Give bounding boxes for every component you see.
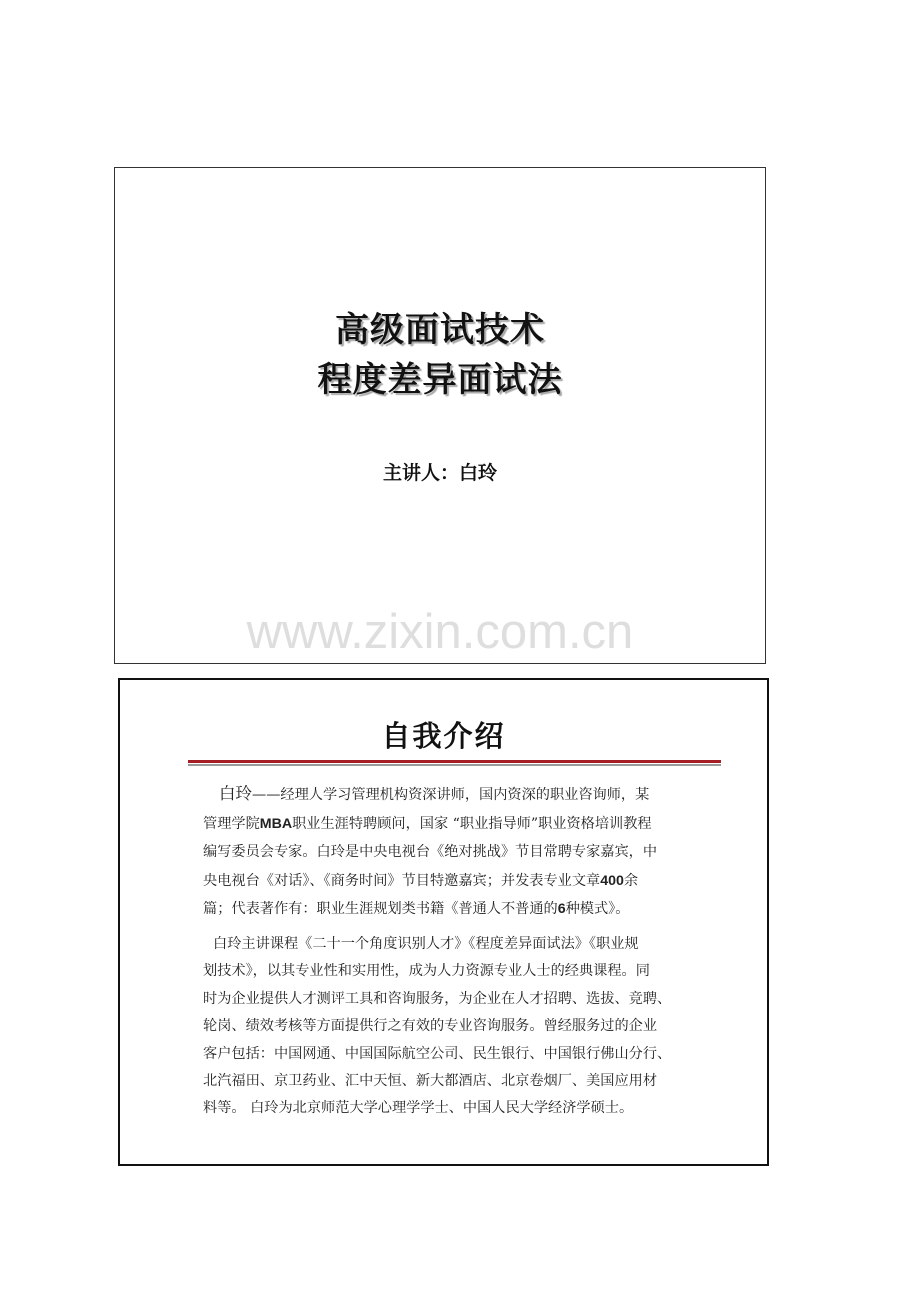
intro-paragraph-2 xyxy=(203,931,743,1123)
paragraph-line xyxy=(203,867,743,896)
presenter-label: 主讲人：白玲 xyxy=(382,462,497,484)
paragraph-line: 料等。 白玲为北京师范大学心理学学士、中国人民大学经济学硕士。 xyxy=(203,1100,634,1117)
line-text: 央电视台《对话》、《商务时间》节目特邀嘉宾；并发表专业文章 xyxy=(203,872,601,889)
line-text: 职业生涯特聘顾问，国家 “职业指导师”职业资格培训教程 xyxy=(292,815,652,832)
paragraph-line xyxy=(203,838,743,867)
title-line-1: 高级面试技术 xyxy=(335,310,545,350)
paragraph-line: 轮岗、绩效考核等方面提供行之有效的专业咨询服务。曾经服务过的企业 xyxy=(203,1018,658,1035)
intro-paragraph-1 xyxy=(203,780,743,924)
paragraph-line xyxy=(203,780,743,810)
line-text: ——经理人学习管理机构资深讲师，国内资深的职业咨询师，某 xyxy=(252,787,650,803)
number-text: 400 xyxy=(600,872,624,889)
paragraph-line xyxy=(203,895,743,924)
line-text: 种模式》。 xyxy=(565,901,630,917)
paragraph-line: 客户包括：中国网通、中国国际航空公司、民生银行、中国银行佛山分行、 xyxy=(203,1045,672,1062)
line-text: 余 xyxy=(623,872,639,889)
paragraph-line xyxy=(203,810,743,839)
heading-rule-gray xyxy=(188,764,721,766)
line-text: 管理学院 xyxy=(203,815,260,832)
presenter-name: 白玲 xyxy=(219,784,252,803)
paragraph-line: 时为企业提供人才测评工具和咨询服务，为企业在人才招聘、选拔、竞聘、 xyxy=(203,990,672,1007)
watermark: www.zixin.com.cn xyxy=(246,605,634,659)
heading-rule-red xyxy=(188,760,721,763)
title-slide xyxy=(114,167,766,664)
paragraph-line: 白玲主讲课程《二十一个角度识别人才》《程度差异面试法》《职业规 xyxy=(213,936,639,952)
paragraph-line: 划技术》，以其专业性和实用性，成为人力资源专业人士的经典课程。同 xyxy=(203,963,650,980)
line-text: 篇；代表著作有：职业生涯规划类书籍《普通人不普通的 xyxy=(203,901,558,917)
title-block xyxy=(115,305,765,405)
number-text: 6 xyxy=(557,901,566,917)
intro-slide xyxy=(118,678,769,1166)
mba-text: MBA xyxy=(259,815,293,832)
paragraph-line: 北汽福田、京卫药业、汇中天恒、新大都酒店、北京卷烟厂、美国应用材 xyxy=(203,1073,658,1090)
title-line-2: 程度差异面试法 xyxy=(317,360,563,400)
intro-heading: 自我介绍 xyxy=(381,719,506,753)
line-text: 编写委员会专家。白玲是中央电视台《绝对挑战》节目常聘专家嘉宾，中 xyxy=(203,844,658,860)
